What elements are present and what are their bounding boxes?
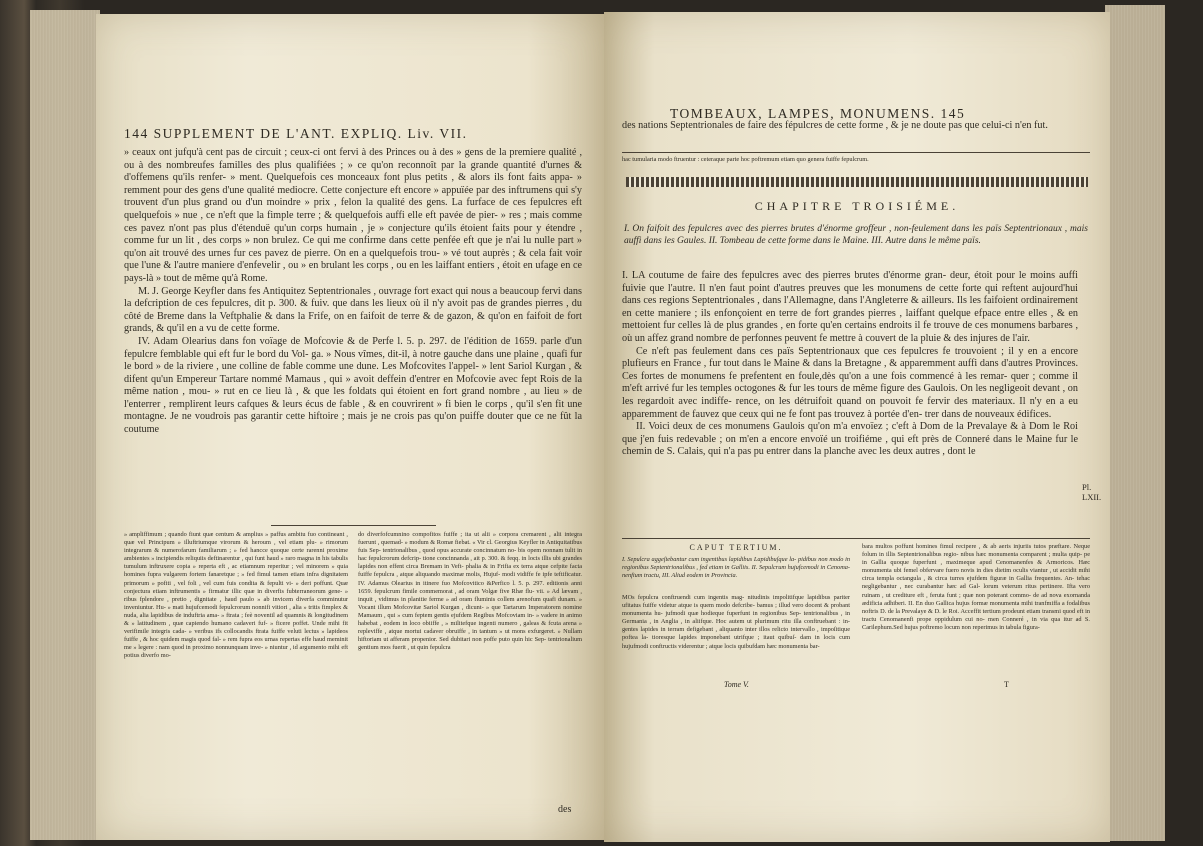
right-page (604, 12, 1110, 842)
right-body (622, 270, 1078, 459)
left-running-header: 144 SUPPLEMENT DE L'ANT. EXPLIQ. Liv. VII. (124, 126, 468, 141)
volume-mark: Tome V. (724, 680, 749, 689)
left-footnote-col-1: » ampliffimum ; quando fiunt quæ centum & amplius » paffus ambitu fuo contineant , quæ vel Principum » illuftriumque virorum & heroum , vel etiam plu- » rimorum integrarum & numerofarum familiarum ; » fed hancce quoque certe rarenni proxime ambientes » incipiendis reliquiis deftinarentur , qui funt haud » raro magna in his tabulis tumulum inftruxere copia » reperta eft , ac etiamnum reperitur ; vel minorem » quia homines fupra vulgarem fortem fanaretque ; » fed fimul tamen etiam infra dignitatem primorum » pofiti , vel foli , vel cum fuis condita & fepulti vi- » deri poffunt. Quæ conjectura etiam inftrumentis » firmatur illic quæ in diverfis fubterraneorum gene- » ribus fplendore , pretio , dignitate , haud paulo » ab invicem diverfa comminutur inveniuntur. Hu- » mati hujufcemodi fepulcrorum nonnifi vitiori , alia » tritis fimplex & nuda, alia lapidibus de induftria ama- » ftrata ; feè noventil ad quamnis & longitudinem & » latitudinem , quæ capiendo humano cadaveri fuf- » ficere poffet. Unde mihi fit verifimile integris cada- » veribus ifs collocandis ftrata fuiffe veluti lectus » lapideos fuiffe , & hoc quidem magis quod fal- » rem fupra eos urnas repertas effe haud meminit me » legere : nam quod in proximo nonnunquam inve- » niuntur , id argumento mihi eft potius diverfo mo- (124, 531, 348, 660)
left-paragraph-1: » ceaux ont jufqu'à cent pas de circuit ; ceux-ci ont fervi à des Princes ou à des » gens de la premiere qualité , ou à des nombreufes familles des plus qualifiées ; » ce qu'on reconnoît par la grande quantité d'urnes & d'offemens qu'ils renfer- » ment. Quelquefois ces monceaux font plus petits , & alors ils font faits appa- » remment pour des gens d'une qualité mediocre. Cette conjecture eft encore » appuïée par des inftrumens qui s'y trouvent d'un plus grand ou d'un moindre » prix , felon la qualité des gens. La furface de ces fepulcres eft quelquefois » nue , ce n'eft que la fimple terre ; & quelquefois auffi elle eft pavée de pier- » res ; mais comme ces pavez n'ont pas plus d'étenduë qu'un corps humain , je » conjecture qu'ils étoient faits pour y étendre , comme fur un lit , des corps » non brulez. Ce qui me confirme dans cette penfée eft que je n'ai lu nulle part » qu'on ait trouvé des urnes fur ces pavez de pierre. On en a quelquefois trou- » vé tout auprès ; & cela fait voir que l'une & l'autre maniere d'enfevelir , ou » en brulant les corps , ou en les laiffant entiers , étoit en ufage en ce pays-là » tout de même qu'à Rome. (124, 147, 582, 284)
chapter-summary: I. On faifoit des fepulcres avec des pierres brutes d'énorme groffeur , non-feulement dans les païs Septentrionaux , mais auffi dans les Gaules. II. Tombeau de cette forme dans le Maine. III. Autre dans le même païs. (624, 224, 1088, 246)
footnote-rule (271, 525, 436, 526)
caput-title: CAPUT TERTIUM. (689, 543, 783, 552)
left-paragraph-2: M. J. George Keyfler dans fes Antiquitez Septentrionales , ouvrage fort exact qui nous a beaucoup fervi dans la defcription de ces fepulcres, dit p. 300. & fuiv. que dans les lieux où il n'y avoit pas de grandes pierres , du côté de Breme dans la Veftphalie & dans la Frife, on en faifoit de terre & de gazon, & qu'on en faifoit de fort grands, & qu'il en a vu de cette forme. (124, 285, 582, 335)
signature-mark: T (1004, 680, 1009, 689)
right-running-header: TOMBEAUX, LAMPES, MONUMENS. 145 (670, 106, 966, 121)
right-footnote-col-1: MOs fepulcra conftruendi cum ingentis mag- nitudinis impolitifque lapidibus pariter ufitatus fuiffe videtur atque is quem modo defcribe- bamus ; illud vero docent & probant monumenta hu- jufmodi quæ hodieque fuperfunt in regionibus Sep- tentrionalibus , in Germania , in Anglia , in aliifque. Hoc autem ut plurimum ritu illa conftruebant : in- gentes lapides in terram defigebant , aliquanto inter illos relicto intervallo , impoſitique poftea la- tioresque lapides imponebant utrifque ; itaut quibuſ- dam in locis cum hujufmodi conftructis viderentur ; atque locis quibufdam hæc monumenta bar- (622, 594, 850, 650)
plate-margin-note: Pl. LXII. (1082, 482, 1102, 502)
caput-summary: I. Sepulcra aggeſtebantur cum ingentibus lapidibus Lapidibuſque la- pidibus non modo in regionibus Septentrionalibus , fed etiam in Galliis. II. Sepulcrum hujufcemodi in Cenoma- nenfium tractu, III. Aliud eodem in Provincia. (622, 556, 850, 579)
ornament-band (626, 177, 1088, 187)
left-body (124, 147, 582, 437)
left-paragraph-3: IV. Adam Olearius dans fon voïage de Mofcovie & de Perfe l. 5. p. 297. de l'édition de 1659. parle d'un fepulcre femblable qui eft fur le bord du Vol- ga. » Nous vîmes, dit-il, à notre gauche dans une plaine , quafi fur le bord » de la riviere , une colline de fable comme une dune. Les Mofcovites l'appel- » lent Sariol Kurgan , & difent qu'un Empereur Tartare nommé Mamaus , qui » avoit deffein d'entrer en Mofcovie avec fept Rois de la même nation , mou- » rut en ce lieu là , & que les foldats qui étoient en fort grand nombre , au lieu » de l'enterrer , remplirent leurs cafques & leurs écus de fable , & en couvrirent » fi bien le corps , qu'il s'en fit une montagne. Je ne voudrois pas garantir cette hiftoire ; mais je ne crois pas qu'on puiffe douter que ce ne fût la coutume (124, 335, 582, 436)
left-footnote-col-2: do diverfofcumnino compofitos fuiffe ; ita ut alii » corpora cremarent , alii integra fuerunt , quemad- » modum & Romæ fiebat. « Vir cl. Georgius Keyfler in Antiquitatibus fuis Sep- tentrionalibus , quod opus accurate concinnatum no- bis opem nonnam tulit in hac fepulcrorum defcrip- tione concinnanda , ait p. 300. & feqq. in locis illis ubi grandes lapides non effent circa Bremam in Veft- phalia & in Frifia ex terra atque cefpite facta fuiffe fepulcra , atque aliquando maximæ molis, Hujuf- modi vidiffe fe ipfe teftificatur. IV. Adamus Olearius in itinere fuo Mofcovitico &Perfico l. 5. p. 297. editionis anni 1659. fepulcrum fimile commemorat , ad oram Volgæ five Rhæ flu- vii. » Ad lævam , inquit , vidimus in planitie ferme » ad oram fluminis collem arenofum quafi dunam. » Vocant illum Mofcovitæ Sariol Kurgan , dicunt- » que Tartarum Imperatorem nomine Mamaum , qui » cum feptem gentis ejufdem Regibus Mofcoviam in- » vadere in animo habebat , eodem in loco obiiffe , » militefque ingenti numero , galeas & fcuta arena » repleviffe , atque mortui cadaver obruiffe , in tantum » ut mons exfurgeret. » Nullam hiftoriam ut afferam propenior. Sed dubitari non poffe puto quin hic Sep- tentrionalium gentium mos fuerit , ut quin fepulcra (358, 531, 582, 652)
left-catchword: des (558, 804, 572, 815)
left-page (96, 14, 604, 840)
right-paragraph-2: Ce n'eft pas feulement dans ces païs Septentrionaux que ces fepulcres fe trouvoient ; il y en a encore plufieurs en France , fur tout dans le Maine & dans la Bretagne , & apparemment auffi dans d'autres Provinces. Ces fortes de monumens fe prefentent en foule,dès qu'on a une fois commencé à les remar- quer ; comme il m'eft arrivé fur les temples octogones & fur les tours de même figure des Gaulois. On les negligeoit devant , on les regardoit avec indiffe- rence, on les détruifoit quand on pouvoit fe fervir des materiaux. Il n'y en a eu apparemment de fauvez que ceux qui ne fe font pas trouvez à portée d'en- trer dans de nouveaux édifices. (622, 345, 1078, 420)
right-intro: des nations Septentrionales de faire des fépulcres de cette forme , & je ne doute pas que celui-ci n'en fut. (622, 120, 1048, 131)
chapter-title: CHAPITRE TROISIÉME. (754, 199, 960, 213)
right-top-latin: hac tumularia modo ftruentur : ceteraque parte hoc poftremum etiam quo genera fuiffe fepulcrum. (622, 156, 869, 163)
right-paragraph-1: I. LA coutume de faire des fepulcres avec des pierres brutes d'énorme gran- deur, étoit pour le moins auffi fuivie que l'autre. Il n'en faut point d'autres preuves que les monumens de cette forte qui reftent aujourd'hui dans ces regions Septentrionales , dans l'Allemagne, dans l'Angleterre & ailleurs. Ils les faifoient ordinairement en cette maniere ; ils enfonçoient en terre de fort grandes pierres , laiffant quelque efpace entre elles , & en mettoient fur celles là de plus grandes , en forte qu'en certains endroits il fe trouve de ces monumens barbares , où un affez grand nombre de perfonnes peuvent fe mettre à couvert de la pluie & des injures de l'air. (622, 270, 1078, 344)
right-page-edges (1105, 5, 1165, 841)
right-footnote-rule (622, 538, 1090, 539)
right-footnote-col-2: bara multos poffunt homines fimul recipere , & ab aeris injuriis tutos præftare. Neque folum in illis Septentrionalibus regio- nibus hæc monumenta comparent ; multa quip- pe in Gallia quoque fuperfunt , maximeque apud Cenomanenfes & Armoricos. Hæc monumenta ubi femel obfervare fuero novis in dies dietim oculis viantur , ut accidit mihi circa templa octangula , & circa turres ejufdem figuræ in Gallia frequentes. An- tehac negligebantur , nec curabantur hæc ad Gal- lorum veterum ritus pertinere. Ifta vero ruinam , ut crediture eft , feruta funt ; quæ non poterant commo- de ad nova exornanda ædificia adhiberi. II. En duo Gallica hujus formæ monumenta mihi tranfmiffa a fodalibus noftris D. de la Prevalaye & D. le Roi. Acceffit tertium prodeunt etiam transmi quod eft in tractu Cenomanenfi prope oppidulum cui no- men Conneré , in via qua itur ad S. Carilephum.Sed hujus poftremo locum non reperimus in tabula figura- (862, 543, 1090, 631)
right-top-rule (622, 152, 1090, 153)
right-paragraph-3: II. Voici deux de ces monumens Gaulois qu'on m'a envoïez ; c'eft à Dom de la Prevalaye & à Dom le Roi que j'en fuis redevable ; on m'en a encore envoïé un troifiéme , qui eft près de Conneré dans le Maine fur le chemin de S. Calais, qui n'a pas pu entrer dans la planche avec les deux autres , dont le (622, 421, 1078, 458)
left-page-edges (30, 10, 100, 840)
